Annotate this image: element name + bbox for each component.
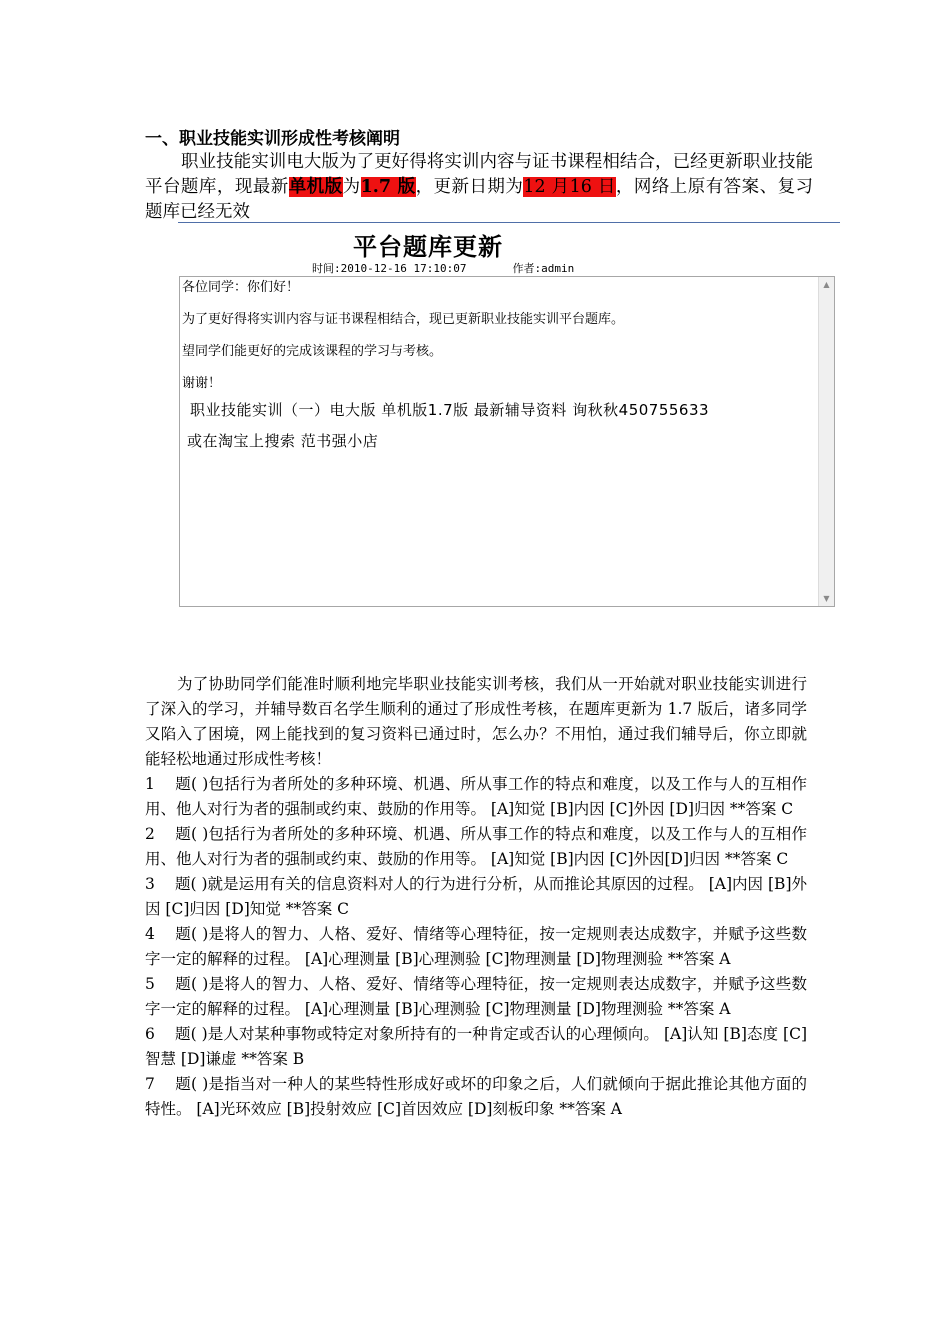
question-number: 6 (145, 1025, 155, 1043)
question-number: 3 (145, 875, 155, 893)
screenshot-meta (312, 262, 612, 276)
message-line-shop: 或在淘宝上搜索 范书强小店 (187, 432, 379, 450)
message-line-greeting: 各位同学：你们好！ (182, 280, 300, 295)
question-list (145, 772, 807, 1122)
intro-text-start: 职业技能实训电大版为了更好得将实训内容与证书课程相结合，已经更新职业技能平台题库，现最新 (145, 152, 813, 197)
screenshot-title: 平台题库更新 (353, 233, 503, 261)
message-line-update: 为了更好得将实训内容与证书课程相结合，现已更新职业技能实训平台题库。 (182, 312, 625, 327)
question-number: 7 (145, 1075, 155, 1093)
scroll-up-arrow-icon[interactable]: ▲ (823, 280, 830, 289)
section-heading: 一、职业技能实训形成性考核阐明 (145, 129, 400, 149)
screenshot-scrollbar[interactable] (818, 277, 834, 606)
highlight-version-number: 1.7 版 (360, 177, 416, 197)
highlight-update-day: 16 日 (569, 177, 616, 197)
message-line-thanks: 谢谢！ (182, 376, 222, 391)
question-text: 题( )是将人的智力、人格、爱好、情绪等心理特征，按一定规则表达成数字，并赋予这些数字一定的解释的过程。 [A]心理测量 [B]心理测验 [C]物理测量 [D]物理测验 **答案 A (145, 925, 807, 968)
question-item (145, 922, 807, 972)
intro-text-end: ，网络上原有答案、复习题库已经无效 (145, 177, 814, 222)
question-item (145, 972, 807, 1022)
question-text: 题( )是将人的智力、人格、爱好、情绪等心理特征，按一定规则表达成数字，并赋予这些数字一定的解释的过程。 [A]心理测量 [B]心理测验 [C]物理测量 [D]物理测验 **答案 A (145, 975, 807, 1018)
question-number: 2 (145, 825, 155, 843)
highlight-single-version: 单机版 (288, 177, 343, 197)
highlight-update-month: 12 月 (523, 177, 570, 197)
question-text: 题( )就是运用有关的信息资料对人的行为进行分析，从而推论其原因的过程。 [A]内因 [B]外因 [C]归因 [D]知觉 **答案 C (145, 875, 807, 918)
screenshot-author: 作者:admin (512, 262, 575, 275)
question-item (145, 772, 807, 822)
question-number: 1 (145, 775, 155, 793)
question-text: 题( )包括行为者所处的多种环境、机遇、所从事工作的特点和难度，以及工作与人的互相作用、他人对行为者的强制或约束、鼓励的作用等。 [A]知觉 [B]内因 [C]外因 [D]归因 **答案 C (145, 775, 807, 818)
question-number: 5 (145, 975, 155, 993)
question-item (145, 1072, 807, 1122)
question-text: 题( )包括行为者所处的多种环境、机遇、所从事工作的特点和难度，以及工作与人的互相作用、他人对行为者的强制或约束、鼓励的作用等。 [A]知觉 [B]内因 [C]外因[D]归因 **答案 C (145, 825, 807, 868)
intro-paragraph (145, 150, 813, 225)
screenshot-time: 时间:2010-12-16 17:10:07 (312, 262, 467, 275)
message-line-hope: 望同学们能更好的完成该课程的学习与考核。 (182, 344, 443, 359)
intro-text-for: 为 (342, 177, 361, 197)
question-item (145, 872, 807, 922)
intro-text-mid: ，更新日期为 (415, 177, 524, 197)
horizontal-divider (178, 222, 840, 223)
question-text: 题( )是指当对一种人的某些特性形成好或坏的印象之后，人们就倾向于据此推论其他方面的特性。 [A]光环效应 [B]投射效应 [C]首因效应 [D]刻板印象 **答案 A (145, 1075, 807, 1118)
scroll-down-arrow-icon[interactable]: ▼ (823, 594, 830, 603)
question-text: 题( )是人对某种事物或特定对象所持有的一种肯定或否认的心理倾向。 [A]认知 [B]态度 [C]智慧 [D]谦虚 **答案 B (145, 1025, 807, 1068)
message-line-promo: 职业技能实训（一）电大版 单机版1.7版 最新辅导资料 询秋秋450755633 (190, 401, 710, 419)
question-item (145, 822, 807, 872)
coaching-paragraph: 为了协助同学们能准时顺利地完毕职业技能实训考核，我们从一开始就对职业技能实训进行了深入的学习，并辅导数百名学生顺利的通过了形成性考核，在题库更新为 1.7 版后，诸多同学又陷入了困境，网上能找到的复习资料已通过时，怎么办？不用怕，通过我们辅导后，你立即就能轻松地通过形成性考核！ (145, 675, 807, 768)
question-item (145, 1022, 807, 1072)
question-number: 4 (145, 925, 155, 943)
screenshot-message-box (179, 276, 835, 607)
